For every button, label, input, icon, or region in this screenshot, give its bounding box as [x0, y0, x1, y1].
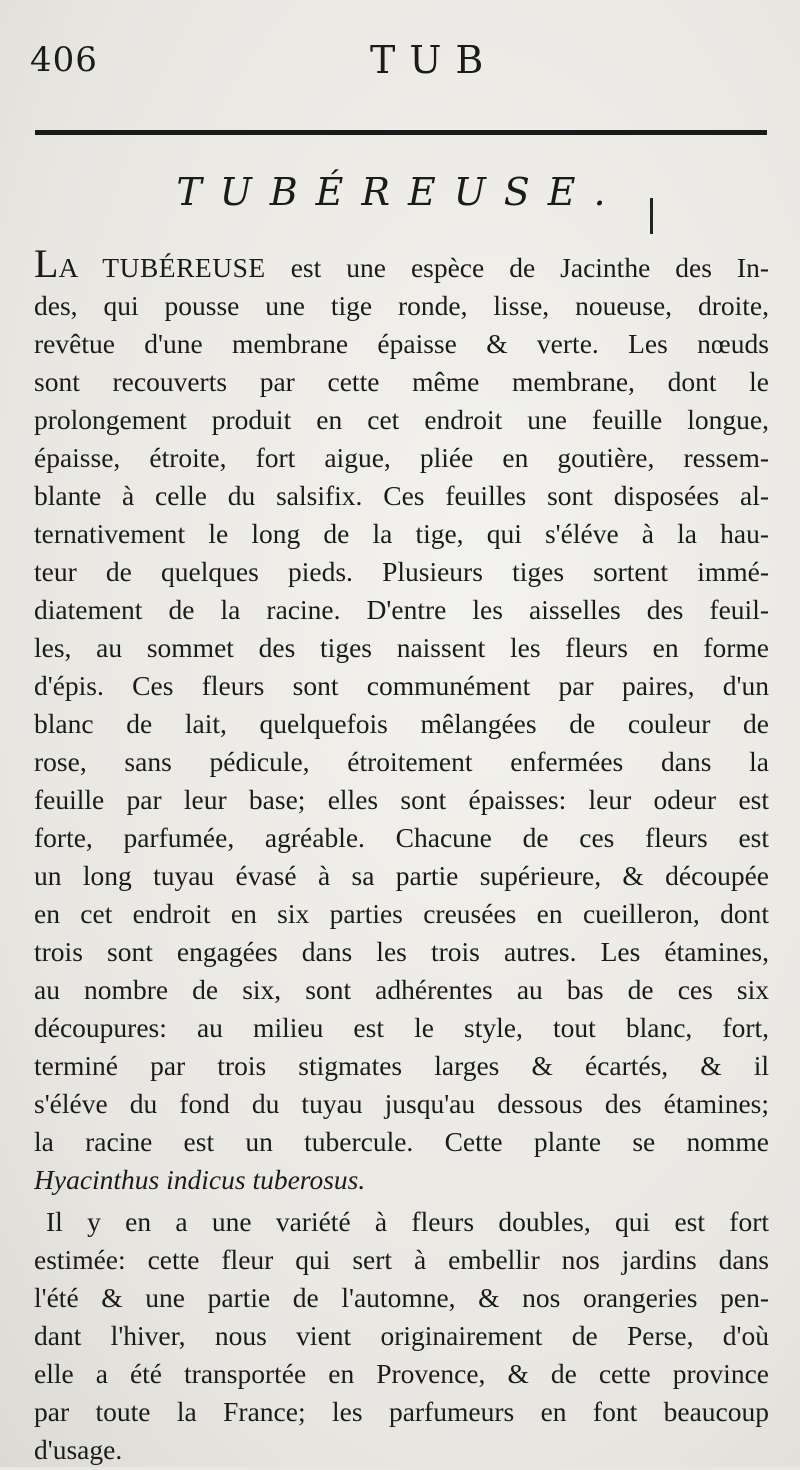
text-line: blante à celle du salsifix. Ces feuilles sont disposées al-: [34, 480, 769, 511]
margin-mark: [650, 198, 653, 234]
text-line: Il y en a une variété à fleurs doubles, qui est fort: [46, 1206, 769, 1237]
text-line: dant l'hiver, nous vient originairement de Perse, d'où: [34, 1320, 769, 1351]
running-head: TUB: [370, 38, 498, 82]
text-line: terminé par trois stigmates larges & écartés, & il: [34, 1050, 769, 1081]
lead-smallcaps: A TUBÉREUSE: [58, 252, 266, 283]
paragraph-1-line-1: [34, 248, 769, 288]
text-line: épaisse, étroite, fort aigue, pliée en goutière, ressem-: [34, 442, 769, 473]
text-line: au nombre de six, sont adhérentes au bas de ces six: [34, 974, 769, 1005]
text-line: s'éléve du fond du tuyau jusqu'au dessous des étamines;: [34, 1088, 769, 1119]
text-line: trois sont engagées dans les trois autres. Les étamines,: [34, 936, 769, 967]
latin-name: Hyacinthus indicus tuberosus.: [34, 1164, 366, 1195]
text-line: l'été & une partie de l'automne, & nos orangeries pen-: [34, 1282, 769, 1313]
text-line: teur de quelques pieds. Plusieurs tiges sortent immé-: [34, 556, 769, 587]
text-line: les, au sommet des tiges naissent les fleurs en forme: [34, 632, 769, 663]
text-line: diatement de la racine. D'entre les aisselles des feuil-: [34, 594, 769, 625]
text-line: un long tuyau évasé à sa partie supérieure, & découpée: [34, 860, 769, 891]
text-line: par toute la France; les parfumeurs en font beaucoup: [34, 1396, 769, 1427]
text-line: forte, parfumée, agréable. Chacune de ces fleurs est: [34, 822, 769, 853]
page-number: 406: [30, 40, 98, 80]
drop-initial: L: [34, 248, 59, 286]
page-header: [30, 38, 770, 88]
text-line: découpures: au milieu est le style, tout blanc, fort,: [34, 1012, 769, 1043]
text-line: rose, sans pédicule, étroitement enfermées dans la: [34, 746, 769, 777]
text-line: ternativement le long de la tige, qui s'éléve à la hau-: [34, 518, 769, 549]
header-rule: [35, 130, 767, 135]
line-text: est une espèce de Jacinthe des In-: [265, 252, 769, 283]
text-line: la racine est un tubercule. Cette plante se nomme: [34, 1126, 769, 1157]
text-line: revêtue d'une membrane épaisse & verte. Les nœuds: [34, 328, 769, 359]
text-line: sont recouverts par cette même membrane, dont le: [34, 366, 769, 397]
text-line: estimée: cette fleur qui sert à embellir nos jardins dans: [34, 1244, 769, 1275]
text-line: en cet endroit en six parties creusées en cueilleron, dont: [34, 898, 769, 929]
text-line: feuille par leur base; elles sont épaisses: leur odeur est: [34, 784, 769, 815]
article-title: TUBÉREUSE.: [176, 170, 624, 214]
text-line: elle a été transportée en Provence, & de cette province: [34, 1358, 769, 1389]
text-line: d'épis. Ces fleurs sont communément par paires, d'un: [34, 670, 769, 701]
text-line: d'usage.: [34, 1434, 123, 1465]
text-line: blanc de lait, quelquefois mêlangées de couleur de: [34, 708, 769, 739]
text-line: prolongement produit en cet endroit une feuille longue,: [34, 404, 769, 435]
text-line: des, qui pousse une tige ronde, lisse, noueuse, droite,: [34, 290, 769, 321]
